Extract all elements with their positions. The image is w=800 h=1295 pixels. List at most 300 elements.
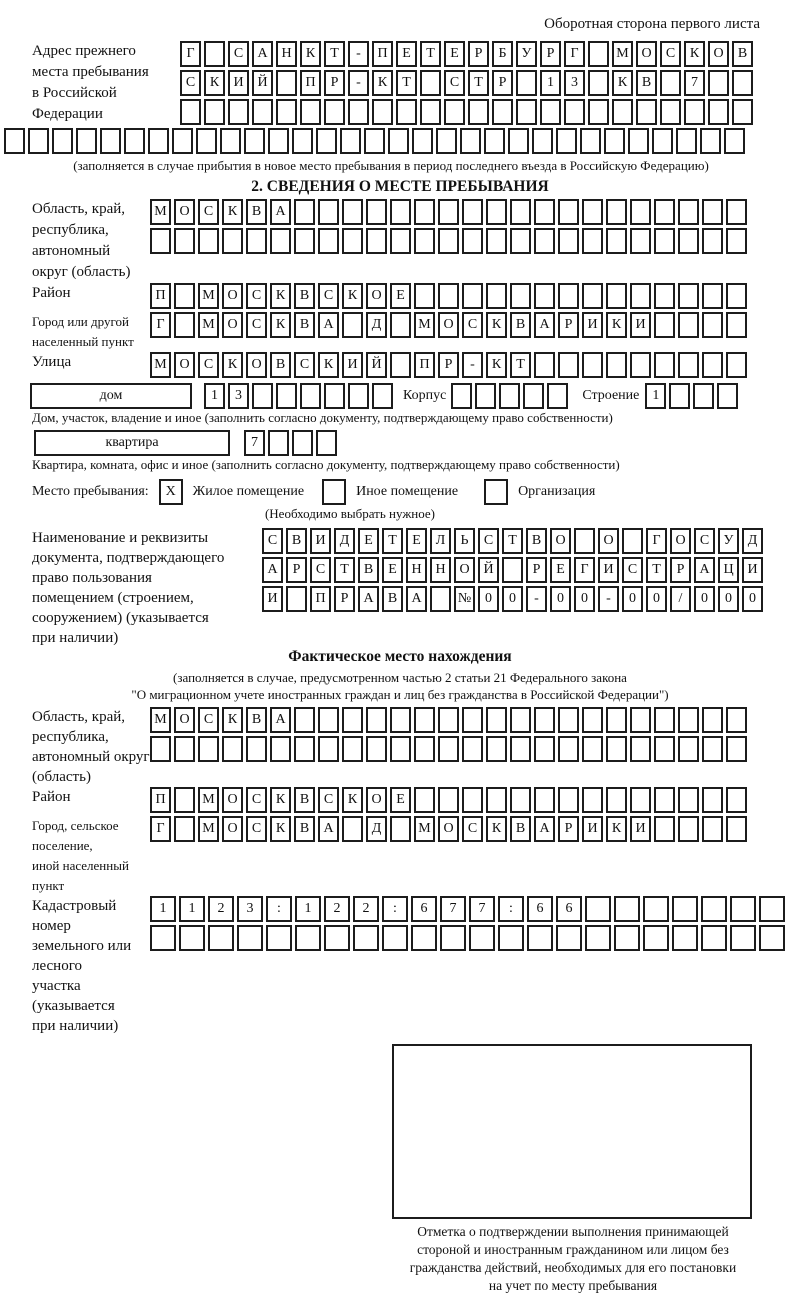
char-box[interactable] <box>510 736 531 762</box>
char-box[interactable] <box>462 736 483 762</box>
char-box[interactable] <box>606 787 627 813</box>
char-box[interactable] <box>204 41 225 67</box>
char-box[interactable] <box>348 383 369 409</box>
char-box[interactable]: Г <box>150 816 171 842</box>
char-box[interactable] <box>730 925 756 951</box>
char-box[interactable] <box>300 99 321 125</box>
char-box[interactable] <box>732 70 753 96</box>
char-box[interactable] <box>726 283 747 309</box>
char-box[interactable] <box>708 70 729 96</box>
char-box[interactable]: К <box>486 312 507 338</box>
char-box[interactable]: О <box>438 816 459 842</box>
char-box[interactable] <box>654 352 675 378</box>
char-box[interactable] <box>475 383 496 409</box>
char-box[interactable] <box>534 707 555 733</box>
char-box[interactable] <box>726 228 747 254</box>
char-box[interactable] <box>558 352 579 378</box>
char-box[interactable]: 1 <box>204 383 225 409</box>
char-box[interactable]: М <box>198 312 219 338</box>
char-box[interactable]: С <box>294 352 315 378</box>
char-box[interactable] <box>701 896 727 922</box>
char-box[interactable] <box>174 787 195 813</box>
char-box[interactable]: В <box>510 816 531 842</box>
char-box[interactable] <box>606 736 627 762</box>
char-box[interactable] <box>438 228 459 254</box>
char-box[interactable]: С <box>246 312 267 338</box>
char-box[interactable] <box>198 228 219 254</box>
char-box[interactable] <box>295 925 321 951</box>
char-box[interactable]: К <box>342 283 363 309</box>
char-box[interactable]: С <box>180 70 201 96</box>
char-box[interactable] <box>534 283 555 309</box>
char-box[interactable] <box>604 128 625 154</box>
char-box[interactable]: Н <box>276 41 297 67</box>
char-box[interactable]: О <box>174 199 195 225</box>
char-box[interactable]: Г <box>646 528 667 554</box>
char-box[interactable]: К <box>372 70 393 96</box>
char-box[interactable]: Т <box>420 41 441 67</box>
char-box[interactable] <box>585 925 611 951</box>
char-box[interactable]: Р <box>438 352 459 378</box>
char-box[interactable] <box>237 925 263 951</box>
char-box[interactable]: А <box>318 816 339 842</box>
char-box[interactable] <box>534 352 555 378</box>
char-box[interactable] <box>588 41 609 67</box>
char-box[interactable] <box>372 99 393 125</box>
char-box[interactable] <box>148 128 169 154</box>
char-box[interactable]: 0 <box>574 586 595 612</box>
char-box[interactable] <box>316 430 337 456</box>
char-box[interactable] <box>318 736 339 762</box>
char-box[interactable] <box>556 925 582 951</box>
char-box[interactable] <box>672 925 698 951</box>
char-box[interactable]: А <box>262 557 283 583</box>
char-box[interactable]: М <box>414 816 435 842</box>
char-box[interactable]: Т <box>382 528 403 554</box>
char-box[interactable] <box>558 199 579 225</box>
char-box[interactable]: С <box>228 41 249 67</box>
char-box[interactable] <box>28 128 49 154</box>
char-box[interactable] <box>585 896 611 922</box>
char-box[interactable] <box>558 787 579 813</box>
char-box[interactable] <box>510 199 531 225</box>
char-box[interactable] <box>654 199 675 225</box>
char-box[interactable] <box>228 99 249 125</box>
char-box[interactable] <box>534 228 555 254</box>
char-box[interactable]: И <box>598 557 619 583</box>
char-box[interactable]: В <box>286 528 307 554</box>
char-box[interactable] <box>702 199 723 225</box>
char-box[interactable] <box>492 99 513 125</box>
char-box[interactable] <box>268 128 289 154</box>
char-box[interactable] <box>702 816 723 842</box>
residence-checkbox-zhiloe[interactable]: X <box>159 479 183 505</box>
char-box[interactable]: № <box>454 586 475 612</box>
char-box[interactable]: 0 <box>742 586 763 612</box>
char-box[interactable]: К <box>486 816 507 842</box>
char-box[interactable] <box>316 128 337 154</box>
char-box[interactable]: В <box>294 283 315 309</box>
char-box[interactable] <box>318 707 339 733</box>
char-box[interactable]: П <box>150 283 171 309</box>
char-box[interactable] <box>460 128 481 154</box>
char-box[interactable] <box>510 787 531 813</box>
char-box[interactable]: О <box>222 283 243 309</box>
char-box[interactable] <box>588 99 609 125</box>
char-box[interactable]: Р <box>492 70 513 96</box>
char-box[interactable]: О <box>550 528 571 554</box>
char-box[interactable]: 0 <box>694 586 715 612</box>
char-box[interactable]: : <box>266 896 292 922</box>
char-box[interactable]: Й <box>252 70 273 96</box>
char-box[interactable]: К <box>222 352 243 378</box>
char-box[interactable] <box>614 896 640 922</box>
char-box[interactable]: И <box>742 557 763 583</box>
char-box[interactable] <box>759 896 785 922</box>
char-box[interactable] <box>342 199 363 225</box>
char-box[interactable] <box>390 228 411 254</box>
char-box[interactable]: Р <box>558 312 579 338</box>
char-box[interactable]: : <box>498 896 524 922</box>
char-box[interactable] <box>564 99 585 125</box>
char-box[interactable] <box>438 199 459 225</box>
char-box[interactable] <box>276 99 297 125</box>
char-box[interactable] <box>730 896 756 922</box>
char-box[interactable] <box>486 707 507 733</box>
char-box[interactable] <box>582 228 603 254</box>
char-box[interactable]: К <box>270 312 291 338</box>
char-box[interactable] <box>342 816 363 842</box>
char-box[interactable]: 0 <box>622 586 643 612</box>
char-box[interactable] <box>708 99 729 125</box>
char-box[interactable]: А <box>406 586 427 612</box>
char-box[interactable] <box>622 528 643 554</box>
char-box[interactable]: : <box>382 896 408 922</box>
char-box[interactable] <box>678 228 699 254</box>
char-box[interactable] <box>702 283 723 309</box>
char-box[interactable]: Ь <box>454 528 475 554</box>
char-box[interactable] <box>430 586 451 612</box>
char-box[interactable]: В <box>294 816 315 842</box>
char-box[interactable] <box>672 896 698 922</box>
char-box[interactable] <box>643 896 669 922</box>
char-box[interactable]: О <box>454 557 475 583</box>
char-box[interactable]: 0 <box>478 586 499 612</box>
char-box[interactable]: К <box>684 41 705 67</box>
char-box[interactable]: П <box>150 787 171 813</box>
char-box[interactable]: 0 <box>646 586 667 612</box>
char-box[interactable]: Г <box>574 557 595 583</box>
char-box[interactable]: 6 <box>411 896 437 922</box>
char-box[interactable] <box>438 283 459 309</box>
char-box[interactable] <box>678 787 699 813</box>
char-box[interactable]: Р <box>286 557 307 583</box>
char-box[interactable]: Е <box>550 557 571 583</box>
char-box[interactable]: С <box>478 528 499 554</box>
char-box[interactable] <box>286 586 307 612</box>
char-box[interactable]: Е <box>444 41 465 67</box>
char-box[interactable]: Т <box>646 557 667 583</box>
char-box[interactable] <box>630 199 651 225</box>
char-box[interactable]: О <box>636 41 657 67</box>
char-box[interactable] <box>582 283 603 309</box>
char-box[interactable]: И <box>582 816 603 842</box>
char-box[interactable]: 1 <box>540 70 561 96</box>
char-box[interactable] <box>420 70 441 96</box>
char-box[interactable]: П <box>300 70 321 96</box>
char-box[interactable]: И <box>630 816 651 842</box>
char-box[interactable]: Т <box>324 41 345 67</box>
char-box[interactable] <box>411 925 437 951</box>
char-box[interactable]: М <box>198 787 219 813</box>
char-box[interactable] <box>726 816 747 842</box>
char-box[interactable]: Й <box>478 557 499 583</box>
char-box[interactable] <box>366 736 387 762</box>
char-box[interactable]: Г <box>150 312 171 338</box>
char-box[interactable] <box>660 70 681 96</box>
char-box[interactable] <box>462 283 483 309</box>
char-box[interactable] <box>462 787 483 813</box>
char-box[interactable] <box>612 99 633 125</box>
char-box[interactable]: С <box>444 70 465 96</box>
char-box[interactable]: 0 <box>718 586 739 612</box>
char-box[interactable]: Т <box>334 557 355 583</box>
char-box[interactable]: 2 <box>353 896 379 922</box>
char-box[interactable]: Л <box>430 528 451 554</box>
char-box[interactable] <box>196 128 217 154</box>
char-box[interactable]: - <box>462 352 483 378</box>
char-box[interactable]: Д <box>334 528 355 554</box>
char-box[interactable]: Т <box>396 70 417 96</box>
char-box[interactable] <box>100 128 121 154</box>
char-box[interactable] <box>574 528 595 554</box>
char-box[interactable]: В <box>358 557 379 583</box>
char-box[interactable]: 0 <box>550 586 571 612</box>
char-box[interactable] <box>436 128 457 154</box>
char-box[interactable] <box>342 312 363 338</box>
char-box[interactable]: О <box>222 787 243 813</box>
char-box[interactable] <box>534 199 555 225</box>
char-box[interactable] <box>276 383 297 409</box>
char-box[interactable] <box>246 736 267 762</box>
char-box[interactable] <box>693 383 714 409</box>
char-box[interactable] <box>678 199 699 225</box>
char-box[interactable]: 1 <box>150 896 176 922</box>
char-box[interactable]: С <box>198 707 219 733</box>
char-box[interactable] <box>547 383 568 409</box>
char-box[interactable]: 7 <box>469 896 495 922</box>
char-box[interactable] <box>366 707 387 733</box>
char-box[interactable]: К <box>606 816 627 842</box>
char-box[interactable]: С <box>262 528 283 554</box>
char-box[interactable]: Б <box>492 41 513 67</box>
char-box[interactable]: - <box>598 586 619 612</box>
char-box[interactable] <box>414 228 435 254</box>
char-box[interactable] <box>702 787 723 813</box>
char-box[interactable] <box>318 228 339 254</box>
char-box[interactable] <box>396 99 417 125</box>
char-box[interactable] <box>534 736 555 762</box>
char-box[interactable] <box>606 707 627 733</box>
char-box[interactable] <box>486 228 507 254</box>
char-box[interactable]: - <box>348 70 369 96</box>
char-box[interactable] <box>654 816 675 842</box>
char-box[interactable] <box>700 128 721 154</box>
char-box[interactable] <box>462 228 483 254</box>
char-box[interactable] <box>484 128 505 154</box>
char-box[interactable] <box>654 283 675 309</box>
char-box[interactable] <box>676 128 697 154</box>
char-box[interactable]: 3 <box>237 896 263 922</box>
char-box[interactable] <box>726 312 747 338</box>
char-box[interactable] <box>246 228 267 254</box>
char-box[interactable] <box>580 128 601 154</box>
char-box[interactable]: - <box>348 41 369 67</box>
char-box[interactable] <box>438 736 459 762</box>
char-box[interactable]: - <box>526 586 547 612</box>
char-box[interactable] <box>606 283 627 309</box>
char-box[interactable] <box>726 736 747 762</box>
char-box[interactable]: М <box>150 352 171 378</box>
char-box[interactable]: С <box>660 41 681 67</box>
char-box[interactable] <box>390 199 411 225</box>
char-box[interactable]: 2 <box>208 896 234 922</box>
char-box[interactable] <box>701 925 727 951</box>
char-box[interactable]: Е <box>406 528 427 554</box>
char-box[interactable] <box>52 128 73 154</box>
char-box[interactable]: С <box>462 816 483 842</box>
char-box[interactable] <box>414 707 435 733</box>
char-box[interactable]: С <box>198 199 219 225</box>
char-box[interactable] <box>582 352 603 378</box>
char-box[interactable] <box>270 228 291 254</box>
char-box[interactable] <box>382 925 408 951</box>
char-box[interactable]: Е <box>396 41 417 67</box>
residence-checkbox-inoe[interactable] <box>322 479 346 505</box>
char-box[interactable]: В <box>270 352 291 378</box>
char-box[interactable]: А <box>270 199 291 225</box>
char-box[interactable]: К <box>300 41 321 67</box>
char-box[interactable] <box>222 228 243 254</box>
char-box[interactable]: И <box>262 586 283 612</box>
char-box[interactable]: В <box>636 70 657 96</box>
char-box[interactable] <box>372 383 393 409</box>
char-box[interactable] <box>516 99 537 125</box>
char-box[interactable]: П <box>414 352 435 378</box>
char-box[interactable] <box>510 707 531 733</box>
char-box[interactable] <box>678 312 699 338</box>
char-box[interactable]: М <box>198 816 219 842</box>
char-box[interactable] <box>678 736 699 762</box>
char-box[interactable]: 3 <box>228 383 249 409</box>
char-box[interactable] <box>630 787 651 813</box>
char-box[interactable] <box>502 557 523 583</box>
char-box[interactable] <box>643 925 669 951</box>
char-box[interactable]: Е <box>358 528 379 554</box>
char-box[interactable]: Е <box>390 787 411 813</box>
char-box[interactable]: С <box>246 816 267 842</box>
char-box[interactable] <box>654 312 675 338</box>
char-box[interactable] <box>294 199 315 225</box>
char-box[interactable]: К <box>222 199 243 225</box>
char-box[interactable]: С <box>246 283 267 309</box>
char-box[interactable]: А <box>252 41 273 67</box>
char-box[interactable] <box>558 707 579 733</box>
char-box[interactable] <box>726 352 747 378</box>
char-box[interactable] <box>390 736 411 762</box>
char-box[interactable]: С <box>310 557 331 583</box>
char-box[interactable]: К <box>342 787 363 813</box>
char-box[interactable]: Ц <box>718 557 739 583</box>
char-box[interactable] <box>388 128 409 154</box>
char-box[interactable] <box>678 707 699 733</box>
char-box[interactable] <box>179 925 205 951</box>
char-box[interactable] <box>678 352 699 378</box>
char-box[interactable] <box>276 70 297 96</box>
char-box[interactable] <box>630 283 651 309</box>
char-box[interactable] <box>268 430 289 456</box>
char-box[interactable]: 3 <box>564 70 585 96</box>
char-box[interactable]: К <box>270 283 291 309</box>
char-box[interactable]: О <box>222 816 243 842</box>
char-box[interactable]: 1 <box>645 383 666 409</box>
char-box[interactable] <box>527 925 553 951</box>
char-box[interactable] <box>438 707 459 733</box>
char-box[interactable] <box>516 70 537 96</box>
char-box[interactable] <box>174 816 195 842</box>
char-box[interactable] <box>654 228 675 254</box>
char-box[interactable] <box>628 128 649 154</box>
char-box[interactable]: 6 <box>527 896 553 922</box>
char-box[interactable] <box>468 99 489 125</box>
char-box[interactable] <box>726 199 747 225</box>
char-box[interactable]: О <box>708 41 729 67</box>
char-box[interactable] <box>726 707 747 733</box>
char-box[interactable] <box>412 128 433 154</box>
char-box[interactable] <box>180 99 201 125</box>
char-box[interactable] <box>486 787 507 813</box>
char-box[interactable] <box>556 128 577 154</box>
char-box[interactable] <box>318 199 339 225</box>
char-box[interactable]: У <box>516 41 537 67</box>
char-box[interactable] <box>582 787 603 813</box>
char-box[interactable]: О <box>174 352 195 378</box>
char-box[interactable]: М <box>612 41 633 67</box>
char-box[interactable]: Т <box>468 70 489 96</box>
char-box[interactable]: 7 <box>244 430 265 456</box>
char-box[interactable] <box>294 736 315 762</box>
char-box[interactable] <box>342 228 363 254</box>
char-box[interactable]: А <box>318 312 339 338</box>
char-box[interactable] <box>150 736 171 762</box>
char-box[interactable] <box>558 736 579 762</box>
char-box[interactable] <box>630 736 651 762</box>
char-box[interactable]: Г <box>564 41 585 67</box>
char-box[interactable] <box>172 128 193 154</box>
char-box[interactable]: Д <box>366 816 387 842</box>
char-box[interactable]: М <box>150 199 171 225</box>
char-box[interactable] <box>124 128 145 154</box>
char-box[interactable] <box>324 925 350 951</box>
char-box[interactable]: В <box>510 312 531 338</box>
char-box[interactable] <box>588 70 609 96</box>
char-box[interactable]: О <box>670 528 691 554</box>
char-box[interactable]: В <box>526 528 547 554</box>
char-box[interactable] <box>532 128 553 154</box>
residence-checkbox-organizaciya[interactable] <box>484 479 508 505</box>
char-box[interactable] <box>414 736 435 762</box>
char-box[interactable]: О <box>222 312 243 338</box>
